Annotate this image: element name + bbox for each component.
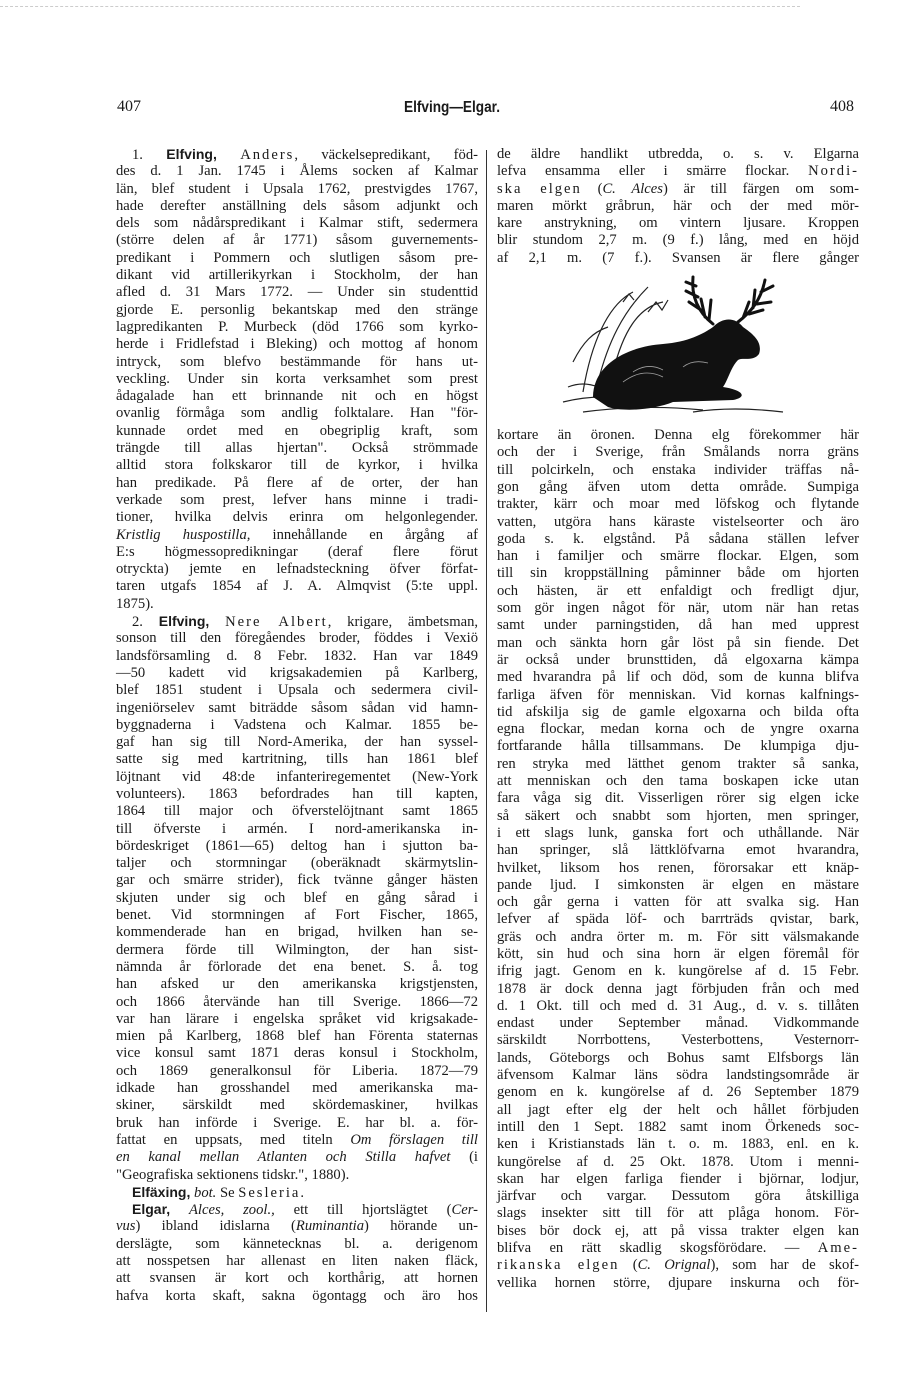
text-run: gräs och andra örter m. m. För sitt välsmakande [497, 928, 859, 945]
spaced-name: Ame- [817, 1240, 859, 1257]
text-line [116, 1270, 478, 1287]
text-run: kunnade ordet med en obegriplig kraft, som [116, 422, 478, 439]
text-run: kortare än öronen. Denna elg förekommer här [497, 427, 859, 444]
text-run: man och sänkta horn går löst på sin fiende. Det [497, 634, 859, 651]
text-run: dels som nådårspredikant i Kalmar stift, sedermera [116, 215, 478, 232]
text-line [497, 1240, 859, 1257]
text-line [497, 600, 859, 617]
italic-text: vus [116, 1218, 136, 1235]
text-run: var han lärare i engelska språket vid krigsakade- [116, 1010, 478, 1027]
text-run: till polcirkeln, och enstaka individer träffas nå- [497, 461, 859, 478]
text-run: af 2,1 m. (7 f.). Svansen är flere gånger [497, 249, 859, 266]
text-run: och der i Sverige, från Smålands norra gräns [497, 444, 859, 461]
text-line [497, 825, 859, 842]
text-line [497, 738, 859, 755]
text-run: vice konsul samt 1871 deras konsul i Stockholm, [116, 1045, 478, 1062]
text-run: blir stundom 2,7 m. (9 f.) lång, med en höjd [497, 232, 859, 249]
text-run: bruk han införde i Sverige. E. har bl. a. för- [116, 1114, 478, 1131]
text-line [116, 1132, 478, 1149]
text-line [116, 855, 478, 872]
text-run: gjorde E. personlig bekantskap med den stränge [116, 301, 478, 318]
text-line [116, 786, 478, 803]
text-run: taren utgafs 1854 af J. A. Almqvist (5:te uppl. [116, 578, 478, 595]
text-line [116, 1253, 478, 1270]
text-line [116, 336, 478, 353]
text-run: de äldre handlikt utbredda, o. s. v. Elgarna [497, 146, 859, 162]
text-line [116, 682, 478, 699]
text-line [497, 790, 859, 807]
text-line [497, 1084, 859, 1101]
text-run: —50 kadett vid krigsakademien på Karlberg, [116, 664, 478, 681]
text-run: blifva en rätt skadlig skogsförödare. — [497, 1240, 818, 1257]
text-line [116, 423, 478, 440]
text-run: med hvarandra på lif och död, som de kunna blifva [497, 669, 859, 686]
text-run: äfvensom Kalmar läns södra landstingsområde är [497, 1067, 859, 1084]
text-run: ovanlig förmåga som andlig folktalare. Han "för- [116, 405, 478, 422]
text-run: ) ibland idislarna ( [135, 1218, 296, 1235]
text-run: egna flockar, medan korna och de yngre oxarna [497, 721, 859, 738]
text-line [497, 163, 859, 180]
text-run: gar och smärre strider), fick tvänne gånger hästen [116, 872, 478, 889]
text-run: satte sig med kartritning, tills han 1861 blef [116, 751, 478, 768]
text-line [497, 1257, 859, 1274]
text-line [497, 911, 859, 928]
text-run: otryckta) jemte en lefnadsteckning öfver förfat- [116, 561, 478, 578]
text-line [116, 1045, 478, 1062]
text-run: hade derefter anställning dels såsom adjunkt och [116, 197, 478, 214]
text-line [497, 894, 859, 911]
italic-text: bot. [194, 1184, 217, 1201]
text-line [497, 250, 859, 267]
text-run: ren stryka med lätthet genom trakter så sanka, [497, 755, 859, 772]
text-line [116, 717, 478, 734]
italic-text: Ruminantia [295, 1218, 365, 1235]
text-line [497, 687, 859, 704]
italic-text: C. Orignal [637, 1257, 711, 1274]
text-line [497, 929, 859, 946]
text-run: volunteers). 1863 befordrades han till kapten, [116, 785, 478, 802]
text-run: (i [450, 1149, 478, 1166]
text-line [116, 319, 478, 336]
entry-headword: Elfving, [158, 613, 210, 630]
text-run: bises bör dock ej, att på vissa trakter elgen kan [497, 1222, 859, 1239]
text-run: att nosspetsen har allenast en liten naken fläck, [116, 1253, 478, 1269]
italic-text: C. Alces [602, 180, 663, 197]
text-run: genom en k. kungörelse af d. 26 September 1879 [497, 1084, 859, 1101]
text-line [116, 1149, 478, 1166]
text-line [116, 1167, 478, 1184]
moose-illustration [497, 267, 859, 427]
text-run: ett till hjortslägtet ( [274, 1202, 452, 1219]
right-column-bottom [497, 427, 859, 1292]
text-run: bördeskriget (1861—65) deltog han i sjutton ba- [116, 837, 478, 854]
text-run: intill den 1 Sept. 1882 samt inom Örkeneds soc- [497, 1118, 859, 1135]
text-line [116, 267, 478, 284]
text-run: intryck, som blefvo bestämmande för hans ut- [116, 353, 478, 370]
text-line [497, 773, 859, 790]
text-run: ), som har de skof- [710, 1257, 859, 1274]
text-run [209, 614, 225, 630]
running-title: Elfving—Elgar. [404, 99, 500, 116]
scan-artifact-line [0, 6, 800, 8]
text-line [497, 721, 859, 738]
text-line [116, 821, 478, 838]
text-run: verkade som prest, lefver hans minne i tradi- [116, 491, 478, 508]
text-run: nämnda år förlorade det ena benet. S. å. tog [116, 958, 478, 975]
text-line [116, 457, 478, 474]
text-line [497, 198, 859, 215]
text-line [116, 700, 478, 717]
text-run: trakter, kärr och moar med löfskog och flytande [497, 496, 859, 513]
text-run: kare anstrykning, om vintern ljusare. Kroppen [497, 215, 859, 232]
text-line [116, 371, 478, 388]
text-run: till öfverste i armén. I nord-amerikanska in- [116, 820, 478, 837]
text-line [497, 756, 859, 773]
text-line [497, 444, 859, 461]
text-run: tid afskilja sig de gamle elgoxarna och bilda ofta [497, 703, 859, 720]
text-run: maren mörkt gråbrun, här och der med mör- [497, 197, 859, 214]
text-line [116, 648, 478, 665]
text-line [116, 769, 478, 786]
text-run: endast under September månad. Vidkommande [497, 1015, 859, 1032]
italic-text: Cer- [451, 1202, 479, 1219]
text-run: dikant vid artillerikyrkan i Stockholm, der han [116, 267, 478, 284]
text-run: och går gerna i vatten för att svalka sig. Han [497, 894, 859, 911]
text-run: lefver af späda löf- och barrträds qvistar, bark, [497, 911, 859, 928]
text-run: innehållande en årgång af [250, 526, 478, 543]
text-run: är också under brunsttiden, då elgoxarna kämpa [497, 651, 859, 668]
text-run: och 1866 återvände han till Sverige. 1866—72 [116, 993, 478, 1010]
text-run: idkade han grosshandel med amerikanska ma- [116, 1080, 478, 1097]
text-line [116, 1201, 478, 1218]
text-line [116, 354, 478, 371]
text-run: han afsked ur den amerikanska krigstjensten, [116, 976, 478, 993]
text-line [497, 146, 859, 163]
text-line [497, 427, 859, 444]
text-run: kungörelse af d. 25 Okt. 1878. Utom i menni- [497, 1153, 859, 1170]
moose-icon [553, 272, 803, 422]
text-run: att menniskan och den tama boskapen icke utan [497, 773, 859, 790]
text-run: särskildt Norrbottens, Vesterbottens, Vesternorr- [497, 1032, 859, 1049]
text-run: ifrig jagt. Genom en k. kungörelse af d. 15 Febr. [497, 963, 859, 980]
text-run: som gör ingen något för när, utom när han retas [497, 600, 859, 617]
text-line [116, 284, 478, 301]
text-line [116, 907, 478, 924]
text-run: han i familjer och smärre flockar. Elgen, som [497, 548, 859, 565]
text-run: ken i Kristianstads län t. o. m. 1883, enl. en k. [497, 1136, 859, 1153]
text-line [497, 1050, 859, 1067]
text-run: alltid stora folkskaror till de kyrkor, i hvilka [116, 457, 478, 474]
text-run: 1864 till major och öfverstelöjtnant samt 1865 [116, 803, 478, 820]
text-run: fara våga sig dit. Visserligen rörer sig elgen icke [497, 790, 859, 807]
text-run [170, 1202, 189, 1218]
text-line [497, 963, 859, 980]
text-line [116, 1184, 478, 1201]
text-run: i ett slags lunk, ganska fort och uthållande. När [497, 824, 859, 841]
text-run: ingeniörselev samt biträdde såsom sådan vid hamn- [116, 699, 478, 716]
text-line [497, 981, 859, 998]
text-run: afled d. 31 Mars 1772. — Under sin studenttid [116, 284, 478, 301]
right-column [497, 146, 859, 1292]
text-run: lands, Göteborgs och Bohus samt Elfsborgs län [497, 1049, 859, 1066]
text-run: ) hörande un- [364, 1218, 478, 1235]
text-run: kött, sin hud och sina horn är elgen föremål för [497, 945, 859, 962]
text-line [116, 596, 478, 613]
text-run: och hästen, är ett enfaldigt och fredligt djur, [497, 582, 859, 599]
text-line [497, 1223, 859, 1240]
text-run: 2. [132, 614, 159, 631]
text-line [116, 509, 478, 526]
text-line [116, 163, 478, 180]
text-line [116, 527, 478, 544]
text-run: skjuten under sig och blef en gång sårad i [116, 889, 478, 906]
text-line [116, 1236, 478, 1253]
text-line [116, 492, 478, 509]
text-line [116, 1218, 478, 1235]
text-run: dermera förde till Wilmington, der han sist- [116, 941, 478, 958]
text-run: mien på Karlberg, 1868 blef han Förenta staternas [116, 1028, 478, 1045]
spaced-name: Anders [240, 147, 295, 163]
text-line [116, 838, 478, 855]
text-run: och 1869 generalkonsul för Liberia. 1872—79 [116, 1062, 478, 1079]
text-line [116, 1011, 478, 1028]
text-line [497, 1119, 859, 1136]
text-line [497, 652, 859, 669]
text-line [116, 1080, 478, 1097]
text-line [497, 860, 859, 877]
text-line [497, 583, 859, 600]
text-line [497, 1102, 859, 1119]
text-line [116, 181, 478, 198]
page-number-right: 408 [830, 98, 854, 115]
text-line [497, 877, 859, 894]
text-line [116, 302, 478, 319]
text-line [116, 405, 478, 422]
text-line [116, 578, 478, 595]
text-line [116, 803, 478, 820]
text-run: skiner, särskildt med skördemaskiner, hvilkas [116, 1097, 478, 1114]
text-line [497, 565, 859, 582]
text-run: slags insekter sitt till för att plåga honom. För- [497, 1205, 859, 1222]
column-divider [486, 150, 487, 1312]
text-run: vellika hornen större, djupare inskurna och för- [497, 1274, 859, 1291]
text-run: han springer, slå lättklöfvarna emot hvarandra, [497, 842, 859, 859]
text-run: . [300, 1184, 305, 1201]
text-run: goda s. k. elgstånd. På sådana ställen lefver [497, 530, 859, 547]
text-run: att svansen är kort och korthårig, att hornen [116, 1270, 478, 1287]
text-line [116, 475, 478, 492]
text-line [497, 531, 859, 548]
text-line [497, 1275, 859, 1292]
text-line [497, 617, 859, 634]
text-line [116, 198, 478, 215]
text-line [116, 250, 478, 267]
text-line [497, 1136, 859, 1153]
text-line [116, 215, 478, 232]
text-line [116, 613, 478, 630]
text-run: all jagt efter elg der helt och hållet förbjuden [497, 1101, 859, 1118]
italic-text: Alces, zool., [189, 1202, 275, 1219]
text-run: blef 1851 student i Upsala och sedermera civil- [116, 682, 478, 699]
text-run: skan har elgen farliga fiender i björnar, lodjur, [497, 1170, 859, 1187]
text-line [116, 976, 478, 993]
text-run: gon gång äfven utom detta område. Sumpiga [497, 478, 859, 495]
text-line [116, 232, 478, 249]
text-run: fattat en uppsats, med titeln [116, 1131, 351, 1148]
text-line [497, 479, 859, 496]
text-run: ( [619, 1257, 638, 1274]
text-run: lagpredikanten P. Murbeck (död 1766 som kyrko- [116, 318, 478, 335]
right-column-top [497, 146, 859, 267]
text-run: län, blef student i Upsala 1762, prestvigdes 1767, [116, 180, 478, 197]
text-run: byggnaderna i Vadstena och Kalmar. 1855 be- [116, 716, 478, 733]
text-line [497, 181, 859, 198]
text-run: d. 1 Okt. till och med d. 31 Aug., d. v. s. tillåten [497, 997, 859, 1014]
entry-headword: Elfving, [166, 146, 217, 162]
text-run: ( [581, 180, 603, 197]
text-run: herde i Fridlefstad i Bleking) och mottog af honom [116, 336, 478, 353]
text-line [497, 1032, 859, 1049]
text-line [116, 1097, 478, 1114]
text-line [116, 630, 478, 647]
text-line [116, 561, 478, 578]
text-run: fortfarande hålla tillsammans. De klumpiga dju- [497, 738, 859, 755]
text-line [497, 635, 859, 652]
text-run: 1. [132, 147, 167, 163]
text-run: 1875). [116, 595, 154, 612]
text-line [116, 388, 478, 405]
text-run: benet. Vid stormningen af Fort Fischer, 1865, [116, 907, 478, 924]
text-run: "Geografiska sektionens tidskr.", 1880). [116, 1166, 350, 1183]
spaced-name: Nere Albert [225, 614, 328, 631]
text-run: des d. 1 Jan. 1745 i Ålems socken af Kalmar [116, 163, 478, 180]
text-run: gaf han sig till Nord-Amerika, der han syssel- [116, 734, 478, 751]
text-line [116, 890, 478, 907]
text-run: Se [216, 1184, 239, 1201]
text-run: farliga äfven för menniskan. Vid kornas kalfnings- [497, 686, 859, 703]
page-number-left: 407 [117, 98, 141, 115]
text-run: , krigare, ämbetsman, [327, 614, 479, 631]
text-line [497, 1154, 859, 1171]
italic-text: Kristlig huspostilla, [116, 526, 251, 543]
text-run: taljer och stormningar (oberäknadt skärmytslin- [116, 855, 478, 872]
text-line [116, 924, 478, 941]
text-line [497, 669, 859, 686]
left-column [116, 146, 478, 1305]
text-run: derslägte, som kännetecknas bl. a. derigenom [116, 1235, 478, 1252]
text-line [497, 1171, 859, 1188]
text-line [497, 1188, 859, 1205]
text-run [217, 147, 240, 163]
text-line [497, 1205, 859, 1222]
text-run: kommenderade han en brigad, hvilken han se- [116, 924, 478, 941]
text-run: samt under parningstiden, då han med upprest [497, 617, 859, 634]
text-run: så säkert och snabbt som hjorten, men springer, [497, 807, 859, 824]
spaced-name: ska elgen [497, 180, 582, 197]
text-line [497, 946, 859, 963]
text-line [497, 1015, 859, 1032]
spaced-name: Nordi- [808, 163, 859, 180]
text-run: pande ljud. I simkonsten är elgen en mästare [497, 876, 859, 893]
text-run: tioner, hvilka delvis erinra om helgonlegender. [116, 509, 478, 526]
text-line [116, 959, 478, 976]
text-line [497, 514, 859, 531]
text-line [116, 1063, 478, 1080]
text-line [116, 1288, 478, 1305]
italic-text: en kanal mellan Atlanten och Stilla hafvet [116, 1149, 451, 1166]
text-line [497, 1067, 859, 1084]
text-run: järfvar och vargar. Dessutom göra åtskilliga [497, 1188, 859, 1205]
entry-headword: Elfäxing, [132, 1183, 191, 1200]
text-line [116, 751, 478, 768]
text-line [116, 942, 478, 959]
text-run: hafva korta skaft, sakna ögontagg och äro hos [116, 1287, 478, 1304]
text-line [497, 462, 859, 479]
text-line [116, 872, 478, 889]
text-run: predikant i Pommern och slutligen såsom pre- [116, 249, 478, 266]
entry-headword: Elgar, [132, 1201, 171, 1218]
text-line [497, 496, 859, 513]
text-run: sonson till den föregåendes broder, föddes i Vexiö [116, 630, 478, 647]
text-line [497, 548, 859, 565]
text-line [116, 994, 478, 1011]
spaced-name: Sesleria [238, 1184, 301, 1201]
text-line [116, 544, 478, 561]
text-line [497, 215, 859, 232]
text-line [497, 808, 859, 825]
text-run: trängde till allas hjertan". Också strömmade [116, 440, 478, 457]
text-run: hvilket, liksom hos renen, förorsakar ett knäp- [497, 859, 859, 876]
text-run: (större delen af år 1771) såsom guvernements- [116, 232, 478, 249]
text-run: löjtnant vid 48:de infanteriregementet (New-York [116, 768, 478, 785]
text-run: ) är till färgen om som- [662, 180, 859, 197]
text-line [116, 665, 478, 682]
text-run: lefva ensamma eller i smärre flockar. [497, 163, 809, 180]
text-line [497, 998, 859, 1015]
text-run: vatten, utgöra hans käraste vistelseorter och äro [497, 513, 859, 530]
italic-text: Om förslagen till [350, 1131, 478, 1148]
text-line [116, 734, 478, 751]
text-line [497, 704, 859, 721]
text-line [497, 842, 859, 859]
text-run: ådagalade han ett brinnande nit och en högst [116, 388, 478, 405]
text-run: han predikade. På flere af de orter, der han [116, 474, 478, 491]
text-line [116, 440, 478, 457]
text-line [497, 232, 859, 249]
text-run: 1878 är dock denna jagt förbjuden från och med [497, 980, 859, 997]
text-run: E:s högmessopredikningar (deraf flere förut [116, 543, 478, 560]
text-line [116, 1028, 478, 1045]
text-run: till sin kroppställning påminner både om hjorten [497, 565, 859, 582]
spaced-name: rikanska elgen [497, 1257, 620, 1274]
text-line [116, 1115, 478, 1132]
text-run: landsförsamling d. 8 Febr. 1832. Han var 1849 [116, 647, 478, 664]
text-run: veckling. Under sin korta verksamhet som prest [116, 370, 478, 387]
text-line [116, 146, 478, 163]
text-run: , väckelsepredikant, föd- [294, 147, 478, 163]
